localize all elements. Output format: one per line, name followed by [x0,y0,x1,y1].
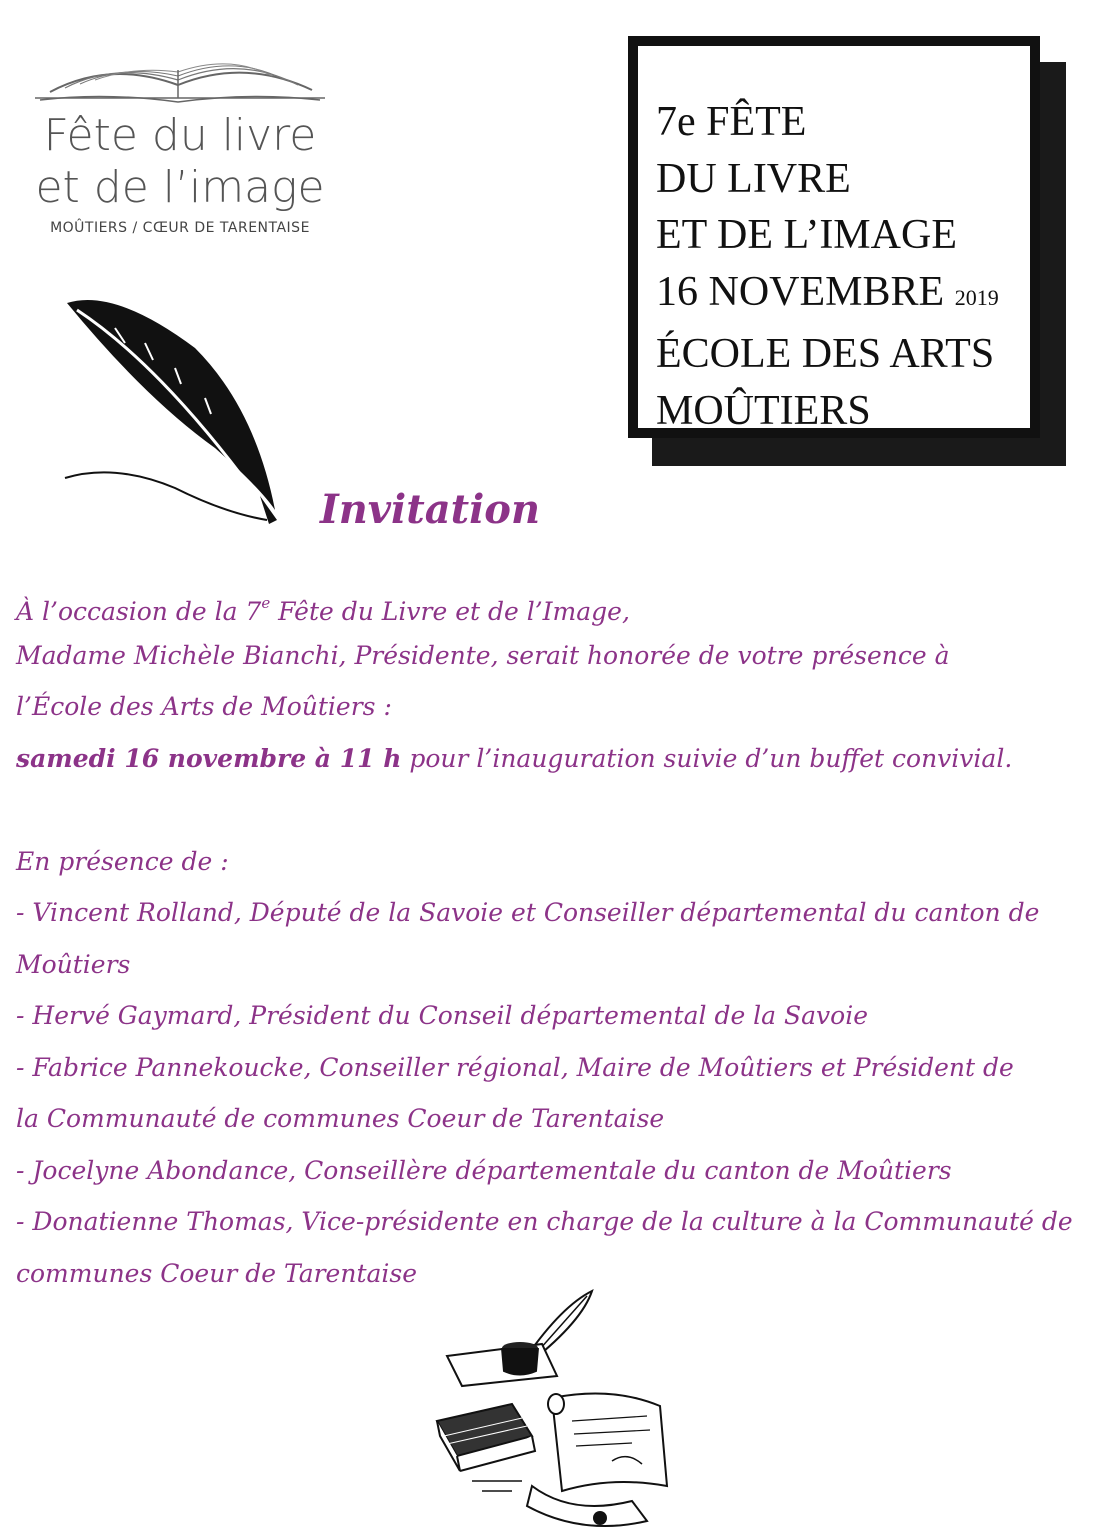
event-name-line1: DU LIVRE [656,155,851,202]
inauguration-datetime: samedi 16 novembre à 11 h [16,743,402,773]
presence-line: - Donatienne Thomas, Vice-présidente en charge de la culture à la Communauté de [16,1207,1073,1236]
presence-line: - Vincent Rolland, Député de la Savoie et Conseiller départemental du canton de [16,898,1040,927]
presence-line: communes Coeur de Tarentaise [16,1258,418,1288]
intro-line-1-start: À l’occasion de la 7 [16,597,262,626]
event-info-box [628,36,1040,438]
event-name-line2: ET DE L’IMAGE [656,212,957,258]
event-date [656,264,1030,327]
presence-line: - Fabrice Pannekoucke, Conseiller régional, Maire de Moûtiers et Président de [16,1052,1014,1082]
intro-line-2: Madame Michèle Bianchi, Présidente, serait honorée de votre présence à [16,640,950,670]
inauguration-details: pour l’inauguration suivie d’un buffet convivial. [401,743,1013,773]
presence-line: - Hervé Gaymard, Président du Conseil départemental de la Savoie [16,1001,869,1030]
logo-subtitle: MOÛTIERS / CŒUR DE TARENTAISE [50,220,310,236]
presence-heading: En présence de : [16,846,229,876]
invitation-title: Invitation [320,486,541,533]
logo-title-line2: et de l’image [35,162,325,213]
event-date-main: 16 NOVEMBRE [656,268,945,315]
intro-line-1-end: Fête du Livre et de l’Image, [270,597,630,626]
intro-line-1 [16,578,1091,630]
logo-title-line1: Fête du livre [43,110,317,161]
presence-line: la Communauté de communes Coeur de Tarentaise [16,1104,665,1133]
spacer-line [16,784,1091,836]
presence-line: - Jocelyne Abondance, Conseillère départementale du canton de Moûtiers [16,1155,952,1185]
event-town: MOÛTIERS [656,387,871,434]
open-book-icon [30,40,330,110]
inkwell-book-scroll-icon [432,1286,682,1531]
event-venue: ÉCOLE DES ARTS [656,331,995,377]
festival-logo [30,40,330,240]
intro-line-4 [16,733,1091,785]
feather-quill-icon [55,288,285,538]
invitation-body [16,578,1091,1299]
event-year: 2019 [954,284,999,310]
presence-line: Moûtiers [16,949,131,979]
intro-line-3: l’École des Arts de Moûtiers : [16,692,392,721]
event-edition: 7e FÊTE [656,99,807,145]
intro-superscript: e [261,594,271,612]
